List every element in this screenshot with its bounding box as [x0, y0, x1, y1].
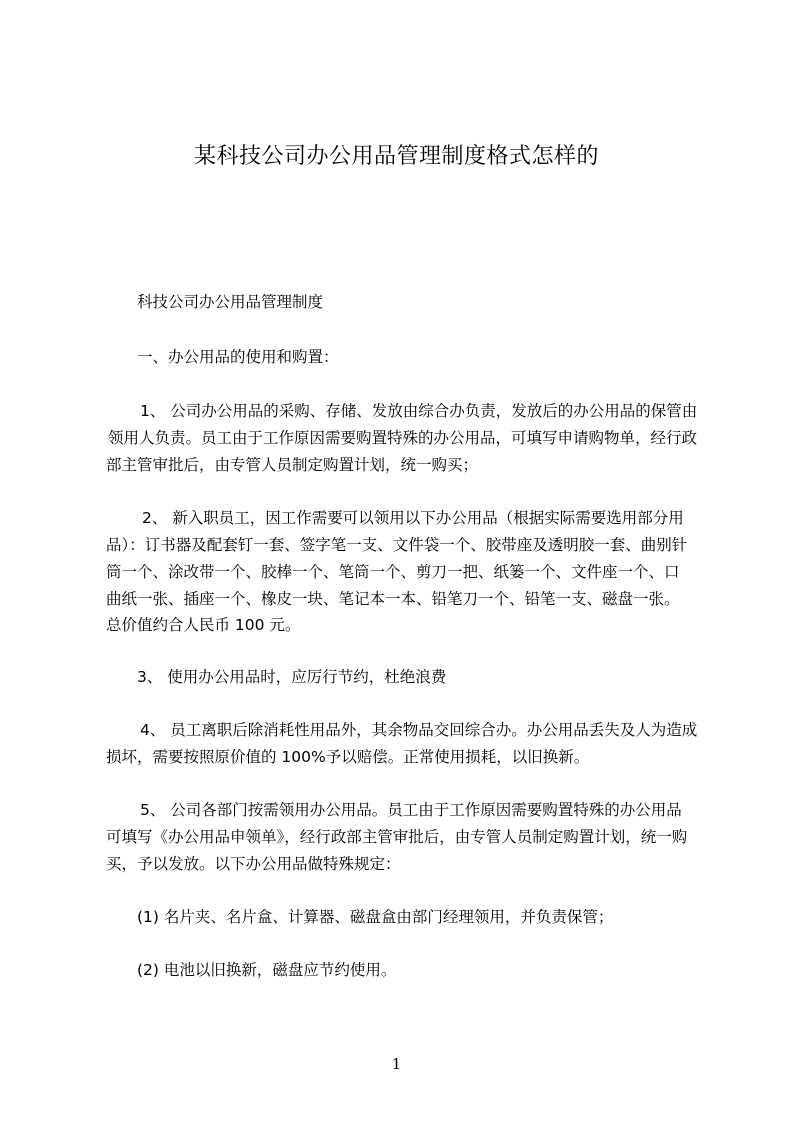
document-title: 某科技公司办公用品管理制度格式怎样的 [193, 144, 599, 169]
section-heading: 一、办公用品的使用和购置： [137, 348, 339, 366]
item-5-line-3: 买，予以发放。以下办公用品做特殊规定： [106, 855, 401, 873]
item-4-line-2: 损坏，需要按照原价值的 100%予以赔偿。正常使用损耗，以旧换新。 [106, 748, 590, 766]
item-3-line-1: 3、 使用办公用品时，应厉行节约，杜绝浪费 [137, 668, 447, 686]
item-1-line-2: 领用人负责。员工由于工作原因需要购置特殊的办公用品，可填写申请购物单，经行政 [108, 429, 698, 447]
item-5-line-2: 可填写《办公用品申领单》，经行政部主管审批后，由专管人员制定购置计划，统一购 [106, 828, 688, 846]
item-2-line-3: 筒一个、涂改带一个、胶棒一个、笔筒一个、剪刀一把、纸篓一个、文件座一个、口 [106, 563, 680, 581]
item-1-line-1: 1、 公司办公用品的采购、存储、发放由综合办负责，发放后的办公用品的保管由 [140, 402, 698, 420]
page-number: 1 [391, 1055, 402, 1073]
document-subtitle: 科技公司办公用品管理制度 [137, 293, 324, 311]
item-5-line-1: 5、 公司各部门按需领用办公用品。员工由于工作原因需要购置特殊的办公用品 [140, 801, 682, 819]
item-2-line-5: 总价值约合人民币 100 元。 [106, 616, 301, 634]
sub-item-2: (2) 电池以旧换新，磁盘应节约使用。 [137, 961, 397, 979]
item-2-line-2: 品）：订书器及配套钉一套、签字笔一支、文件袋一个、胶带座及透明胶一套、曲别针 [106, 536, 688, 554]
item-4-line-1: 4、 员工离职后除消耗性用品外，其余物品交回综合办。办公用品丢失及人为造成 [140, 721, 698, 739]
item-2-line-4: 曲纸一张、插座一个、橡皮一块、笔记本一本、铅笔刀一个、铅笔一支、磁盘一张。 [106, 590, 680, 608]
item-2-line-1: 2、 新入职员工，因工作需要可以领用以下办公用品（根据实际需要选用部分用 [142, 509, 684, 527]
item-1-line-3: 部主管审批后，由专管人员制定购置计划，统一购买； [106, 456, 479, 474]
sub-item-1: (1) 名片夹、名片盒、计算器、磁盘盒由部门经理领用，并负责保管； [137, 908, 614, 926]
